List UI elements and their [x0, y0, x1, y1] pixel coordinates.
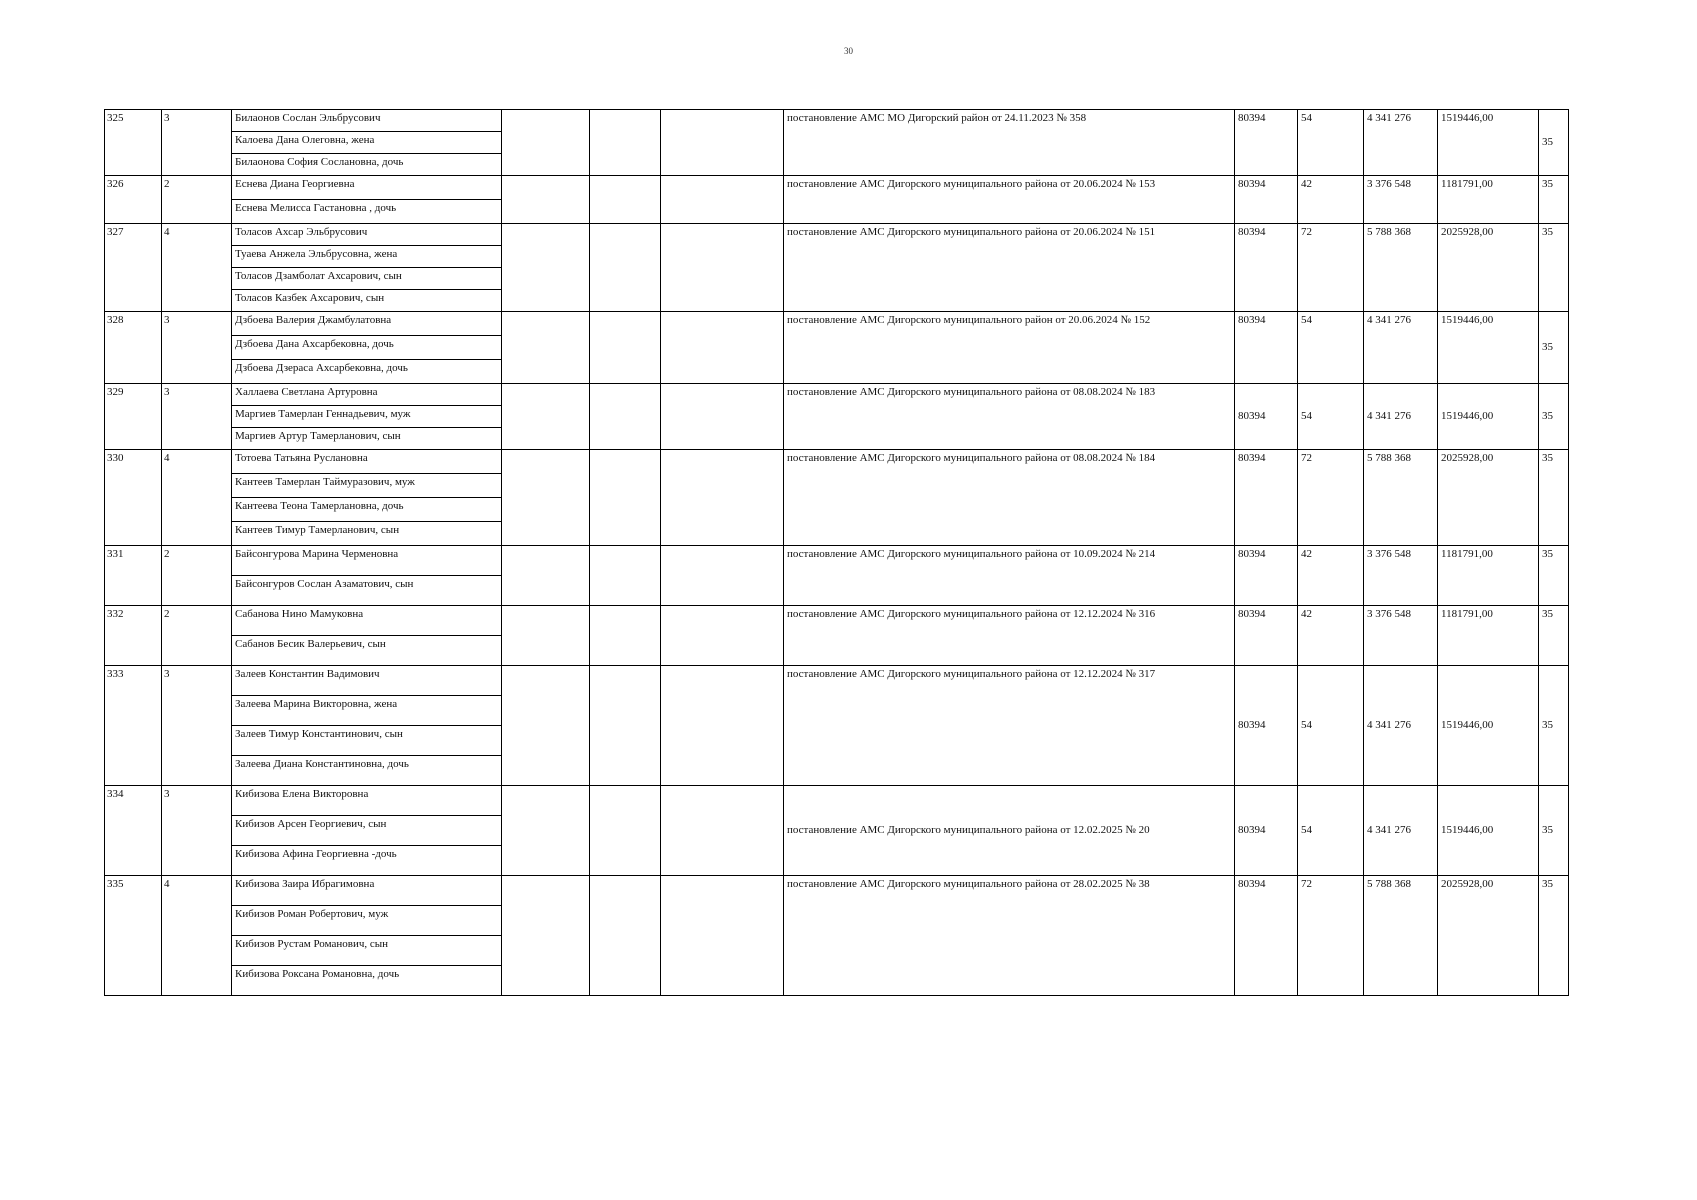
subsidy-amount: 2025928,00 — [1438, 224, 1539, 312]
empty-cell — [661, 312, 784, 384]
empty-cell — [590, 384, 661, 450]
member-name: Дзбоева Дзераса Ахсарбековна, дочь — [232, 360, 502, 384]
subsidy-percent: 35 — [1539, 606, 1569, 666]
family-size: 2 — [162, 606, 232, 666]
housing-cost: 3 376 548 — [1364, 606, 1438, 666]
member-name: Сабанов Бесик Валерьевич, сын — [232, 636, 502, 666]
area-value: 54 — [1298, 312, 1364, 384]
member-name: Тотоева Татьяна Руслановна — [232, 450, 502, 474]
housing-cost: 4 341 276 — [1364, 666, 1438, 786]
empty-cell — [502, 110, 590, 176]
area-value: 54 — [1298, 786, 1364, 876]
empty-cell — [502, 876, 590, 996]
table-row — [105, 876, 1569, 906]
housing-cost: 4 341 276 — [1364, 786, 1438, 876]
member-name: Туаева Анжела Эльбрусовна, жена — [232, 246, 502, 268]
empty-cell — [661, 546, 784, 606]
empty-cell — [590, 450, 661, 546]
row-number: 330 — [105, 450, 162, 546]
area-value: 72 — [1298, 876, 1364, 996]
empty-cell — [661, 606, 784, 666]
row-number: 329 — [105, 384, 162, 450]
housing-cost: 5 788 368 — [1364, 224, 1438, 312]
subsidy-percent: 35 — [1539, 384, 1569, 450]
housing-cost: 4 341 276 — [1364, 110, 1438, 176]
decree-reference: постановление АМС Дигорского муниципального района от 08.08.2024 № 183 — [784, 384, 1235, 450]
subsidy-amount: 1519446,00 — [1438, 666, 1539, 786]
member-name: Кибизова Елена Викторовна — [232, 786, 502, 816]
empty-cell — [502, 450, 590, 546]
territory-code: 80394 — [1235, 110, 1298, 176]
member-name: Сабанова Нино Мамуковна — [232, 606, 502, 636]
member-name: Еснева Диана Георгиевна — [232, 176, 502, 200]
decree-reference: постановление АМС Дигорского муниципального района от 28.02.2025 № 38 — [784, 876, 1235, 996]
empty-cell — [590, 606, 661, 666]
member-name: Халлаева Светлана Артуровна — [232, 384, 502, 406]
territory-code: 80394 — [1235, 546, 1298, 606]
subsidy-amount: 1519446,00 — [1438, 786, 1539, 876]
decree-reference: постановление АМС Дигорского муниципального района от 12.12.2024 № 317 — [784, 666, 1235, 786]
member-name: Кантеев Тимур Тамерланович, сын — [232, 522, 502, 546]
member-name: Кибизов Роман Робертович, муж — [232, 906, 502, 936]
housing-cost: 5 788 368 — [1364, 450, 1438, 546]
subsidy-amount: 1519446,00 — [1438, 384, 1539, 450]
territory-code: 80394 — [1235, 876, 1298, 996]
family-size: 2 — [162, 546, 232, 606]
empty-cell — [502, 312, 590, 384]
empty-cell — [590, 176, 661, 224]
member-name: Кантеева Теона Тамерлановна, дочь — [232, 498, 502, 522]
member-name: Кибизова Роксана Романовна, дочь — [232, 966, 502, 996]
family-size: 4 — [162, 876, 232, 996]
table-row — [105, 224, 1569, 246]
empty-cell — [590, 666, 661, 786]
area-value: 42 — [1298, 606, 1364, 666]
member-name: Маргиев Тамерлан Геннадьевич, муж — [232, 406, 502, 428]
member-name: Еснева Мелисса Гастановна , дочь — [232, 200, 502, 224]
territory-code: 80394 — [1235, 224, 1298, 312]
empty-cell — [590, 786, 661, 876]
table-row — [105, 786, 1569, 816]
table-row — [105, 450, 1569, 474]
area-value: 42 — [1298, 546, 1364, 606]
territory-code: 80394 — [1235, 450, 1298, 546]
family-size: 4 — [162, 450, 232, 546]
empty-cell — [590, 546, 661, 606]
member-name: Залеев Тимур Константинович, сын — [232, 726, 502, 756]
row-number: 334 — [105, 786, 162, 876]
empty-cell — [502, 666, 590, 786]
member-name: Залеева Марина Викторовна, жена — [232, 696, 502, 726]
family-size: 3 — [162, 110, 232, 176]
member-name: Залеев Константин Вадимович — [232, 666, 502, 696]
territory-code: 80394 — [1235, 176, 1298, 224]
empty-cell — [502, 546, 590, 606]
subsidy-amount: 1181791,00 — [1438, 176, 1539, 224]
member-name: Кантеев Тамерлан Таймуразович, муж — [232, 474, 502, 498]
registry-table — [104, 109, 1569, 996]
table-row — [105, 176, 1569, 200]
subsidy-percent: 35 — [1539, 450, 1569, 546]
empty-cell — [590, 876, 661, 996]
family-size: 3 — [162, 786, 232, 876]
member-name: Дзбоева Валерия Джамбулатовна — [232, 312, 502, 336]
row-number: 325 — [105, 110, 162, 176]
decree-reference: постановление АМС МО Дигорский район от 24.11.2023 № 358 — [784, 110, 1235, 176]
empty-cell — [661, 450, 784, 546]
subsidy-percent: 35 — [1539, 176, 1569, 224]
decree-reference: постановление АМС Дигорского муниципального района от 10.09.2024 № 214 — [784, 546, 1235, 606]
member-name: Толасов Дзамболат Ахсарович, сын — [232, 268, 502, 290]
subsidy-percent: 35 — [1539, 546, 1569, 606]
area-value: 72 — [1298, 224, 1364, 312]
subsidy-percent: 35 — [1539, 312, 1569, 384]
member-name: Залеева Диана Константиновна, дочь — [232, 756, 502, 786]
decree-reference: постановление АМС Дигорского муниципального района от 12.02.2025 № 20 — [784, 786, 1235, 876]
area-value: 54 — [1298, 110, 1364, 176]
row-number: 326 — [105, 176, 162, 224]
subsidy-amount: 2025928,00 — [1438, 876, 1539, 996]
decree-reference: постановление АМС Дигорского муниципального района от 20.06.2024 № 153 — [784, 176, 1235, 224]
territory-code: 80394 — [1235, 312, 1298, 384]
subsidy-percent: 35 — [1539, 666, 1569, 786]
table-row — [105, 110, 1569, 132]
housing-cost: 3 376 548 — [1364, 546, 1438, 606]
empty-cell — [502, 224, 590, 312]
empty-cell — [661, 666, 784, 786]
empty-cell — [502, 176, 590, 224]
subsidy-percent: 35 — [1539, 786, 1569, 876]
housing-cost: 3 376 548 — [1364, 176, 1438, 224]
subsidy-amount: 2025928,00 — [1438, 450, 1539, 546]
subsidy-percent: 35 — [1539, 224, 1569, 312]
decree-reference: постановление АМС Дигорского муниципального район от 20.06.2024 № 152 — [784, 312, 1235, 384]
empty-cell — [502, 606, 590, 666]
housing-cost: 4 341 276 — [1364, 312, 1438, 384]
housing-cost: 5 788 368 — [1364, 876, 1438, 996]
area-value: 54 — [1298, 384, 1364, 450]
family-size: 3 — [162, 384, 232, 450]
member-name: Байсонгуров Сослан Азаматович, сын — [232, 576, 502, 606]
decree-reference: постановление АМС Дигорского муниципального района от 12.12.2024 № 316 — [784, 606, 1235, 666]
housing-cost: 4 341 276 — [1364, 384, 1438, 450]
row-number: 335 — [105, 876, 162, 996]
decree-reference: постановление АМС Дигорского муниципального района от 20.06.2024 № 151 — [784, 224, 1235, 312]
empty-cell — [661, 110, 784, 176]
page-number: 30 — [844, 46, 853, 56]
registry-body — [105, 110, 1569, 996]
decree-reference: постановление АМС Дигорского муниципального района от 08.08.2024 № 184 — [784, 450, 1235, 546]
area-value: 72 — [1298, 450, 1364, 546]
area-value: 54 — [1298, 666, 1364, 786]
member-name: Билаонов Сослан Эльбрусович — [232, 110, 502, 132]
row-number: 333 — [105, 666, 162, 786]
member-name: Кибизова Афина Георгиевна -дочь — [232, 846, 502, 876]
table-row — [105, 546, 1569, 576]
subsidy-amount: 1519446,00 — [1438, 312, 1539, 384]
empty-cell — [661, 384, 784, 450]
subsidy-amount: 1181791,00 — [1438, 546, 1539, 606]
empty-cell — [661, 176, 784, 224]
subsidy-percent: 35 — [1539, 876, 1569, 996]
empty-cell — [661, 786, 784, 876]
subsidy-amount: 1181791,00 — [1438, 606, 1539, 666]
territory-code: 80394 — [1235, 384, 1298, 450]
empty-cell — [590, 110, 661, 176]
table-row — [105, 312, 1569, 336]
territory-code: 80394 — [1235, 606, 1298, 666]
area-value: 42 — [1298, 176, 1364, 224]
member-name: Толасов Казбек Ахсарович, сын — [232, 290, 502, 312]
empty-cell — [502, 384, 590, 450]
member-name: Кибизов Рустам Романович, сын — [232, 936, 502, 966]
empty-cell — [590, 224, 661, 312]
row-number: 328 — [105, 312, 162, 384]
family-size: 3 — [162, 312, 232, 384]
empty-cell — [502, 786, 590, 876]
member-name: Кибизова Заира Ибрагимовна — [232, 876, 502, 906]
member-name: Кибизов Арсен Георгиевич, сын — [232, 816, 502, 846]
subsidy-percent: 35 — [1539, 110, 1569, 176]
member-name: Билаонова София Сослановна, дочь — [232, 154, 502, 176]
table-row — [105, 606, 1569, 636]
member-name: Дзбоева Дана Ахсарбековна, дочь — [232, 336, 502, 360]
table-row — [105, 666, 1569, 696]
family-size: 4 — [162, 224, 232, 312]
territory-code: 80394 — [1235, 666, 1298, 786]
table-row — [105, 384, 1569, 406]
empty-cell — [661, 224, 784, 312]
row-number: 331 — [105, 546, 162, 606]
row-number: 327 — [105, 224, 162, 312]
member-name: Маргиев Артур Тамерланович, сын — [232, 428, 502, 450]
subsidy-amount: 1519446,00 — [1438, 110, 1539, 176]
empty-cell — [590, 312, 661, 384]
member-name: Толасов Ахсар Эльбрусович — [232, 224, 502, 246]
family-size: 2 — [162, 176, 232, 224]
territory-code: 80394 — [1235, 786, 1298, 876]
empty-cell — [661, 876, 784, 996]
member-name: Байсонгурова Марина Черменовна — [232, 546, 502, 576]
family-size: 3 — [162, 666, 232, 786]
member-name: Калоева Дана Олеговна, жена — [232, 132, 502, 154]
row-number: 332 — [105, 606, 162, 666]
